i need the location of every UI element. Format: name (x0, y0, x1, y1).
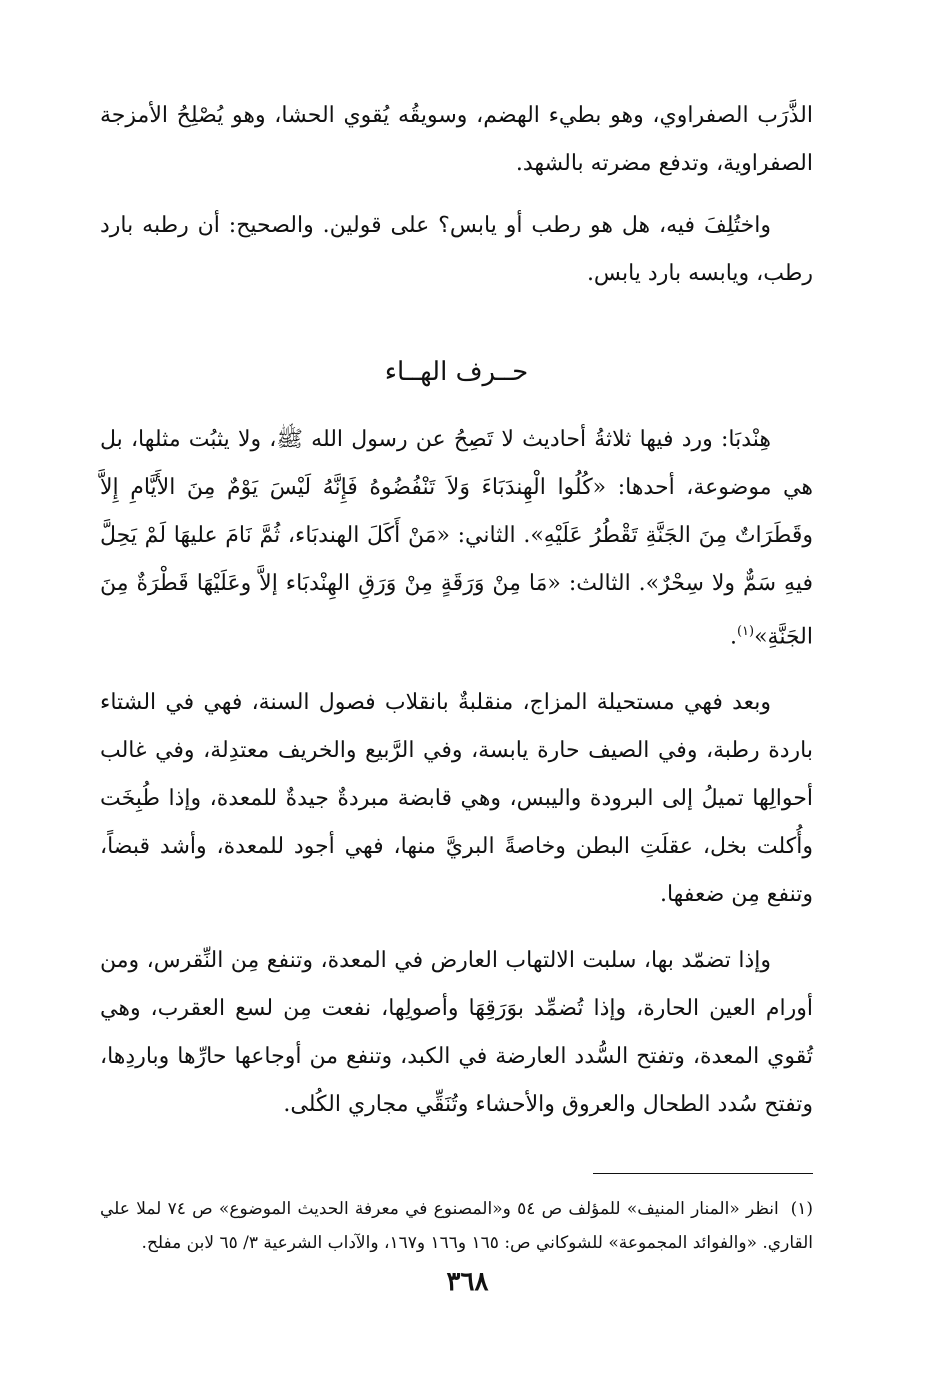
footnote-reference-period: . (729, 624, 737, 650)
footnote-text: انظر «المنار المنيف» للمؤلف ص ٥٤ و«المصنوع في معرفة الحديث الموضوع» ص ٧٤ لملا علي القاري. «والفوائد المجموعة» للشوكاني ص: ١٦٥ و١٦٦ و١٦٧، والآداب الشرعية ٣/ ٦٥ لابن مفلح. (100, 1199, 813, 1254)
paragraph-continued: الذَّرَب الصفراوي، وهو بطيء الهضم، وسويقُه يُقوي الحشا، وهو يُصْلِحُ الأمزجة الصفراوية، وتدفع مضرته بالشهد. (100, 103, 813, 176)
page-body (100, 92, 813, 1260)
paragraph-hindiba-hadiths-text: هِنْدبَا: ورد فيها ثلاثةُ أحاديث لا تَصِحُ عن رسول الله ﷺ، ولا يثبُت مثلها، بل هي موضوعة، أحدها: «كُلُوا الْهِندَبَاءَ وَلاَ تَنْفُضُوهُ فَإِنَّهُ لَيْسَ يَوْمٌ مِنَ الأَيَّامِ إِلاَّ وقَطَرَاتٌ مِنَ الجَنَّةِ تَقْطُرُ عَلَيْهِ». الثاني: «مَنْ أَكَلَ الهندبَاء، ثُمَّ نَامَ عليهَا لَمْ يَحِلَّ فيهِ سَمٌّ ولا سِحْرٌ». الثالث: «مَا مِنْ وَرَقَةٍ مِنْ وَرَقِ الهِنْدبَاء إلاَّ وعَلَيْهَا قَطْرَةٌ مِنَ الجَنَّةِ» (100, 427, 813, 650)
section-heading: حــرف الهــاء (384, 357, 529, 387)
footnote-reference[interactable]: (١) (736, 624, 755, 639)
paragraph-temperament: وبعد فهي مستحيلة المزاج، منقلبةٌ بانقلاب فصول السنة، فهي في الشتاء باردة رطبة، وفي الصيف حارة يابسة، وفي الرَّبيع والخريف معتدِلة، وفي غالب أحوالِها تميلُ إلى البرودة واليبس، وهي قابضة مبردةٌ جيدةٌ للمعدة، وإذا طُبِخَت وأُكلت بخل، عقلَتِ البطن وخاصةً البريَّ منها، فهي أجود للمعدة، وأشد قبضاً، وتنفع مِن ضعفها. (100, 690, 813, 908)
paragraph-moisture: واختُلِفَ فيه، هل هو رطب أو يابس؟ على قولين. والصحيح: أن رطبه بارد رطب، ويابسه بارد يابس. (100, 213, 813, 286)
page-number: ٣٦٨ (446, 1267, 489, 1297)
footnote-marker: (١) (790, 1199, 814, 1220)
footnote-item (100, 1192, 813, 1260)
footnotes (100, 1192, 813, 1260)
paragraph-hindiba-hadiths (100, 416, 813, 661)
paragraph-poultice: وإذا تضمّد بها، سلبت الالتهاب العارض في المعدة، وتنفع مِن النِّقرس، ومن أورام العين الحارة، وإذا تُضمِّد بوَرَقِهَا وأصولِها، نفعت مِن لسع العقرب، وهي تُقوي المعدة، وتفتح السُّدد العارضة في الكبد، وتنفع من أوجاعها حارِّها وباردِها، وتفتح سُدد الطحال والعروق والأحشاء وتُنَقِّي مجاري الكُلى. (100, 948, 813, 1118)
footnote-divider (593, 1173, 813, 1174)
